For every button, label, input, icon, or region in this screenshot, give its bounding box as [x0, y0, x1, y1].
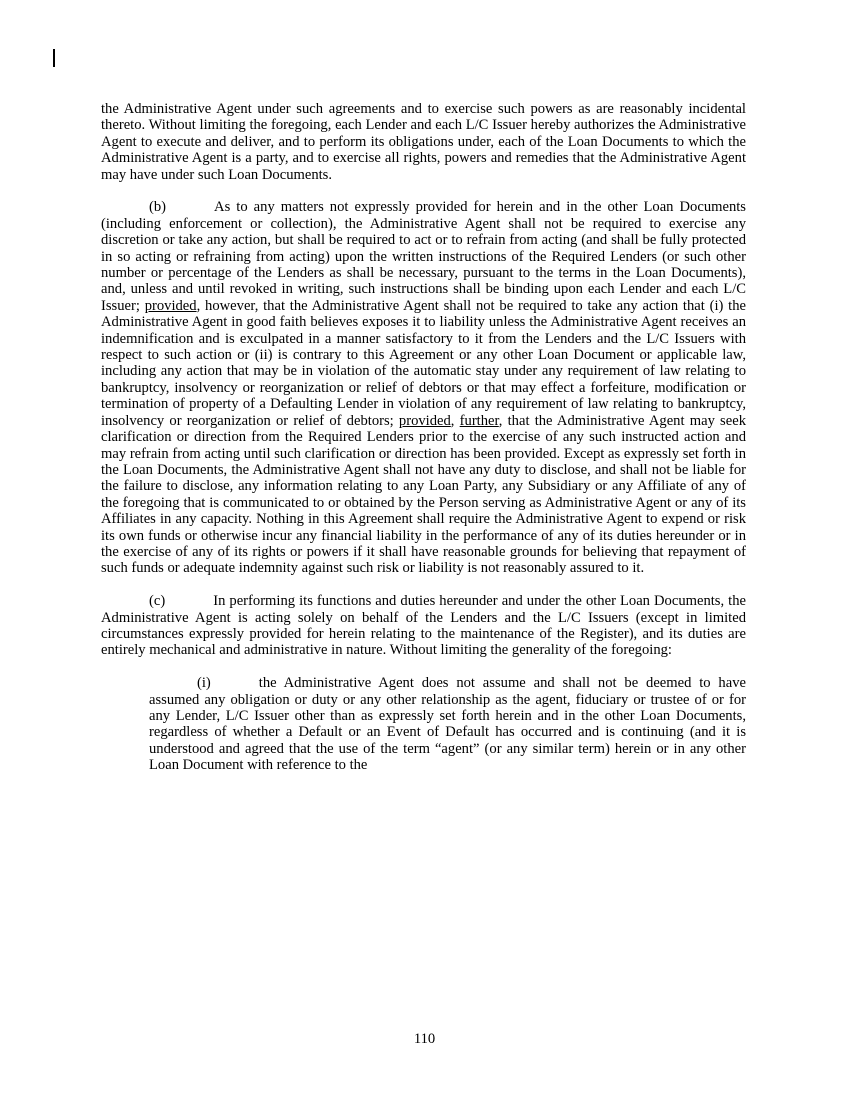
provided-term-1: provided — [144, 297, 197, 314]
further-term: further — [459, 412, 499, 429]
paragraph-b-text-part2: , however, that the Administrative Agent shall not be required to take any action that (i) the Administrative Agent in good faith believes exposes it to liability unless the Administrative Agent receives an indemnification and is exculpated in a manner satisfactory to it from the Lenders and the L/C Issuers with respect to such action or (ii) is contrary to this Agreement or any other Loan Document or applicable law, including any action that may be in violation of the automatic stay under any requirement of law relating to bankruptcy, insolvency or reorganization or relief of debtors or that may effect a forfeiture, modification or termination of property of a Defaulting Lender in violation of any requirement of law relating to bankruptcy, insolvency or reorganization or relief of debtors; — [101, 297, 746, 429]
document-body — [101, 101, 746, 774]
paragraph-b-text-part3: , that the Administrative Agent may seek clarification or direction from the Required Lenders prior to the exercise of any such instructed action and may refrain from acting until such clarification or direction has been provided. Except as expressly set forth in the Loan Documents, the Administrative Agent shall not have any duty to disclose, and shall not be liable for the failure to disclose, any information relating to any Loan Party, any Subsidiary or any Affiliate of any of the foregoing that is communicated to or obtained by the Person serving as Administrative Agent or any of its Affiliates in any capacity. Nothing in this Agreement shall require the Administrative Agent to expend or risk its own funds or otherwise incur any financial liability in the performance of any of its duties hereunder or in the exercise of any of its rights or powers if it shall have reasonable grounds for believing that repayment of such funds or adequate indemnity against such risk or liability is not reasonably assured to it. — [101, 412, 746, 577]
paragraph-c — [101, 593, 746, 659]
page-number: 110 — [413, 1031, 436, 1047]
revision-change-bar — [53, 49, 55, 67]
clause-i-text: the Administrative Agent does not assume and shall not be deemed to have assumed any obligation or duty or any other relationship as the agent, fiduciary or trustee of or for any Lender, L/C Issuer other than as expressly set forth herein and in the other Loan Documents, regardless of whether a Default or an Event of Default has occurred and is continuing (and it is understood and agreed that the use of the term “agent” (or any similar term) herein or in any other Loan Document with reference to the — [149, 675, 746, 774]
paragraph-b — [101, 199, 746, 576]
paragraph-continuation-text: the Administrative Agent under such agreements and to exercise such powers as are reasonably incidental thereto. Without limiting the foregoing, each Lender and each L/C Issuer hereby authorizes the Administrative Agent to execute and deliver, and to perform its obligations under, each of the Loan Documents to which the Administrative Agent is a party, and to exercise all rights, powers and remedies that the Administrative Agent may have under such Loan Documents. — [101, 101, 746, 183]
provided-further-separator: , — [450, 412, 460, 429]
clause-i — [149, 675, 746, 773]
paragraph-continuation — [101, 101, 746, 183]
paragraph-b-text-part1: As to any matters not expressly provided for herein and in the other Loan Documents (including enforcement or collection), the Administrative Agent shall not be required to exercise any discretion or take any action, but shall be required to act or to refrain from acting (and shall be fully protected in so acting or refraining from acting) upon the written instructions of the Required Lenders (or such other number or percentage of the Lenders as shall be necessary, pursuant to the terms in the Loan Documents), and, unless and until revoked in writing, such instructions shall be binding upon each Lender and each L/C Issuer; — [101, 199, 746, 314]
clause-i-label: (i) — [197, 675, 211, 692]
paragraph-c-label: (c) — [149, 593, 166, 610]
paragraph-c-text: In performing its functions and duties hereunder and under the other Loan Documents, the Administrative Agent is acting solely on behalf of the Lenders and the L/C Issuers (except in limited circumstances expressly provided for herein relating to the maintenance of the Register), and its duties are entirely mechanical and administrative in nature. Without limiting the generality of the foregoing: — [101, 593, 746, 659]
paragraph-b-label: (b) — [149, 199, 167, 216]
provided-term-2: provided — [398, 412, 451, 429]
